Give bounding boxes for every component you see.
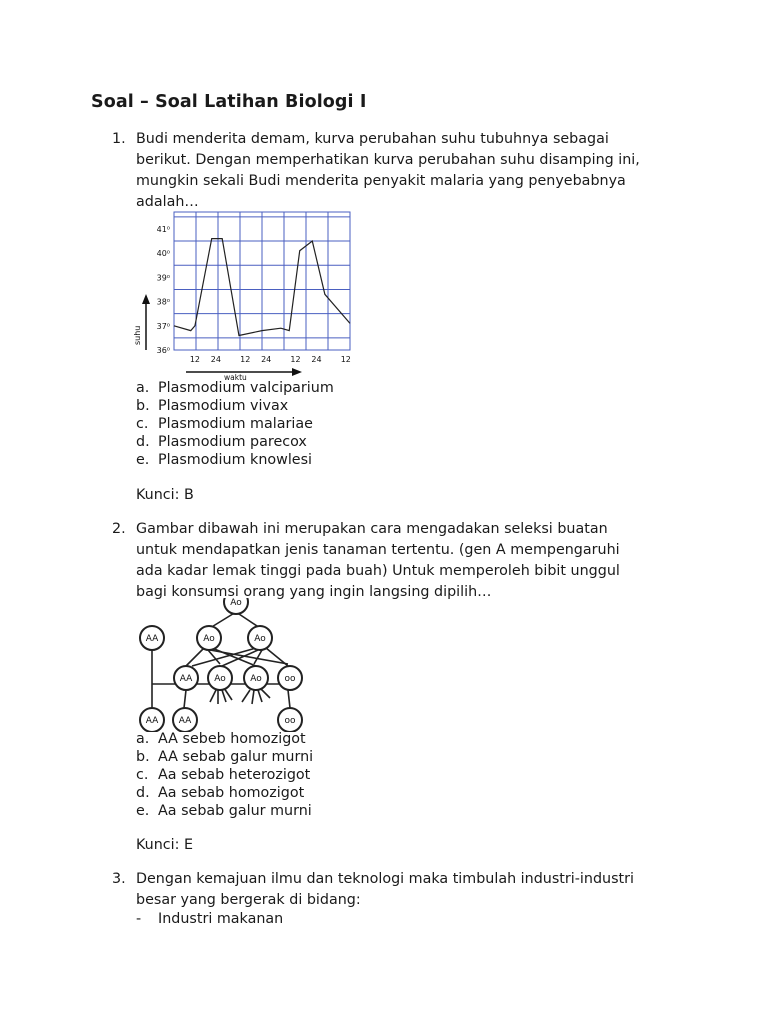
question-2-line: bagi konsumsi orang yang ingin langsing dipilih… [136,584,492,600]
chart-x-tick-label: 24 [210,355,221,364]
question-2-line: ada kadar lemak tinggi pada buah) Untuk memperoleh bibit unggul [136,563,620,579]
option-letter: c. [136,416,149,432]
node-row3: AA [178,716,192,726]
q1-option-e [136,452,312,468]
option-text: AA sebab galur murni [158,749,314,765]
option-text: Plasmodium parecox [158,434,307,450]
q3-list-item [136,911,283,927]
node-row1: Ao [254,634,266,644]
chart-x-tick-label: 12 [189,355,201,364]
chart-y-axis-label: suhu [133,325,142,345]
option-letter: b. [136,749,150,765]
option-text: Aa sebab galur murni [158,803,312,819]
chart-y-tick-label: 41⁰ [156,224,170,234]
list-item-text: Industri makanan [158,911,284,927]
chart-y-tick-label: 37⁰ [156,321,170,331]
node-row3: oo [284,716,296,726]
chart-y-arrowhead [142,294,150,304]
option-letter: e. [136,452,150,468]
q1-option-a [136,380,334,396]
node-row1: AA [145,634,159,644]
node-row2: oo [284,674,296,684]
node-row2: Ao [214,674,226,684]
chart-y-tick-label: 40⁰ [156,249,170,259]
node-row2: AA [179,674,193,684]
question-1-line: berikut. Dengan memperhatikan kurva perubahan suhu disamping ini, [136,152,640,168]
q2-option-d [136,785,304,801]
chart-x-tick-label: 24 [311,355,322,364]
temperature-chart [128,210,358,382]
question-3-line: Dengan kemajuan ilmu dan teknologi maka timbulah industri-industri [136,871,634,887]
question-1-line: adalah… [136,194,199,210]
question-3-number: 3. [112,871,126,887]
question-2-number: 2. [112,521,126,537]
q2-answer-key: Kunci: E [136,837,194,853]
chart-x-tick-label: 12 [340,355,351,364]
q1-answer-key: Kunci: B [136,487,194,503]
option-text: Aa sebab homozigot [158,785,305,801]
option-letter: b. [136,398,150,414]
option-text: Plasmodium knowlesi [158,452,313,468]
option-text: Aa sebab heterozigot [158,767,311,783]
option-text: AA sebeb homozigot [158,731,306,747]
option-letter: d. [136,785,150,801]
node-row2: Ao [250,674,262,684]
question-1-number: 1. [112,131,126,147]
q2-option-e [136,803,312,819]
q1-option-c [136,416,313,432]
q1-option-d [136,434,307,450]
node-row1: Ao [203,634,215,644]
question-2-line: untuk mendapatkan jenis tanaman tertentu. (gen A mempengaruhi [136,542,620,558]
option-letter: a. [136,380,150,396]
chart-x-arrowhead [292,368,302,376]
chart-x-tick-label: 12 [240,355,251,364]
chart-y-tick-label: 38⁰ [156,297,170,307]
question-3-line: besar yang bergerak di bidang: [136,892,361,908]
chart-y-tick-label: 36⁰ [156,346,170,355]
option-letter: e. [136,803,150,819]
chart-x-tick-label: 24 [261,355,272,364]
node-row3: AA [145,716,159,726]
list-bullet: - [136,911,142,927]
q2-option-b [136,749,313,765]
option-text: Plasmodium malariae [158,416,313,432]
q2-option-c [136,767,310,783]
option-letter: c. [136,767,149,783]
q1-option-b [136,398,288,414]
node-top: Ao [230,598,242,608]
question-1-line: mungkin sekali Budi menderita penyakit malaria yang penyebabnya [136,173,626,189]
option-text: Plasmodium valciparium [158,380,334,396]
page-title: Soal – Soal Latihan Biologi I [91,92,367,112]
chart-y-tick-label: 39⁰ [156,273,170,283]
selection-diagram [132,598,312,732]
chart-x-axis-label: waktu [224,373,247,382]
option-letter: d. [136,434,150,450]
chart-x-tick-label: 12 [290,355,301,364]
option-text: Plasmodium vivax [158,398,289,414]
question-1-line: Budi menderita demam, kurva perubahan suhu tubuhnya sebagai [136,131,609,147]
question-2-line: Gambar dibawah ini merupakan cara mengadakan seleksi buatan [136,521,608,537]
option-letter: a. [136,731,150,747]
q2-option-a [136,731,306,747]
